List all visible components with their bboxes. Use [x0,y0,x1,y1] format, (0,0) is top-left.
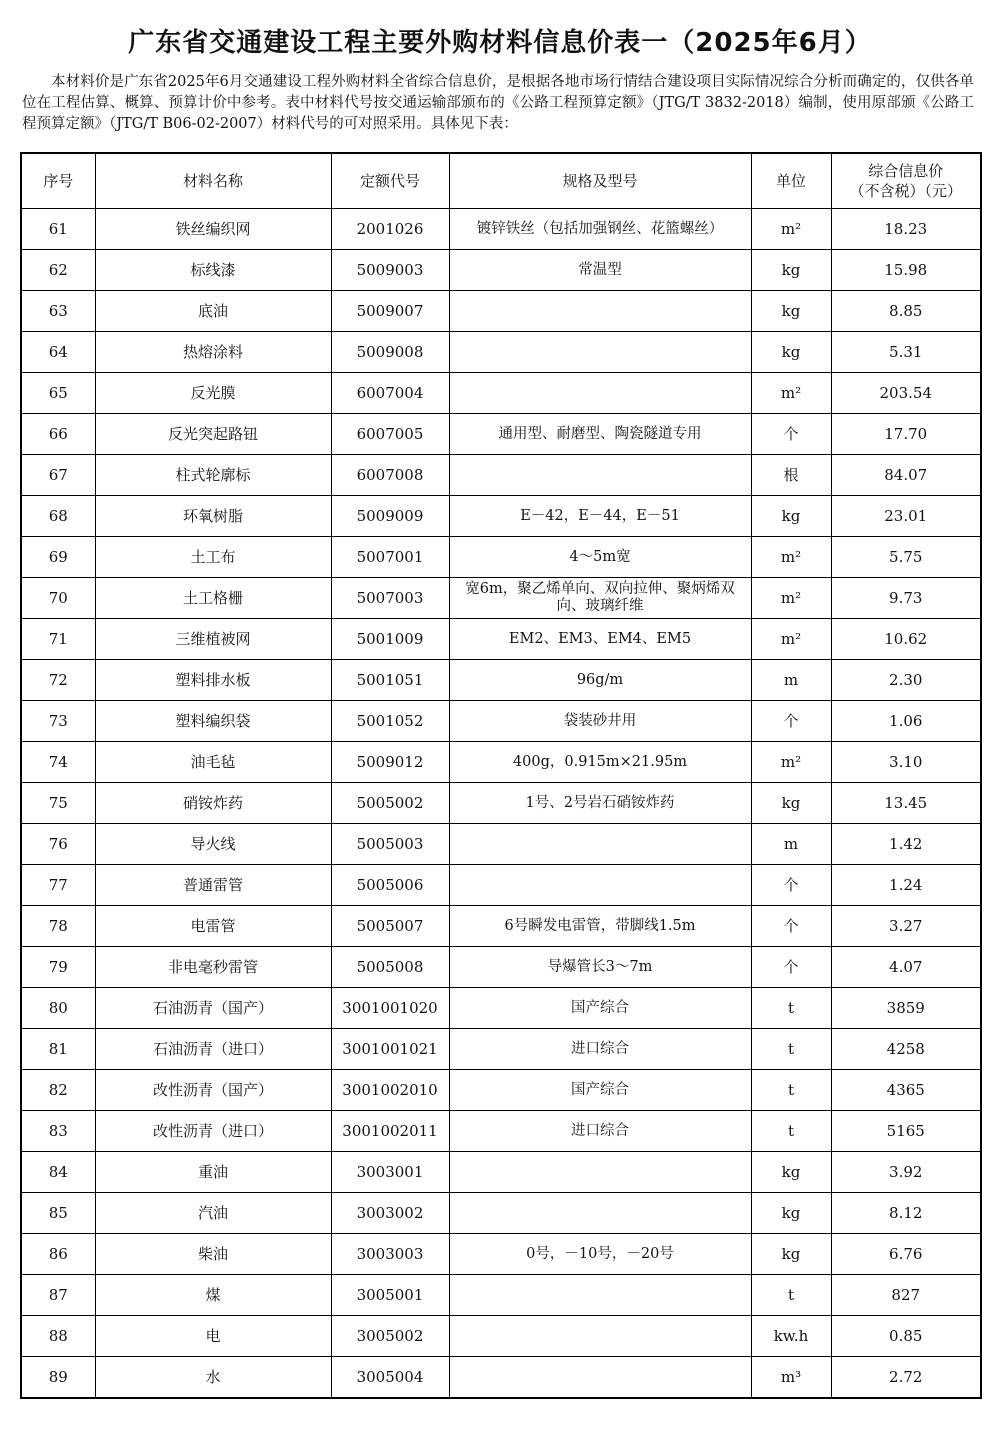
cell-unit: m² [751,578,831,619]
cell-unit: m [751,824,831,865]
cell-unit: t [751,1070,831,1111]
cell-code: 5009003 [331,250,449,291]
cell-price: 5.75 [831,537,981,578]
cell-spec: 进口综合 [449,1029,751,1070]
cell-unit: kg [751,291,831,332]
cell-seq: 66 [21,414,95,455]
cell-unit: kg [751,783,831,824]
table-row [21,1193,981,1234]
cell-unit: m² [751,209,831,250]
cell-unit: t [751,988,831,1029]
table-row [21,414,981,455]
cell-price: 5.31 [831,332,981,373]
cell-code: 5009012 [331,742,449,783]
cell-name: 导火线 [95,824,331,865]
cell-price: 8.85 [831,291,981,332]
cell-code: 5005006 [331,865,449,906]
cell-price: 23.01 [831,496,981,537]
cell-unit: 个 [751,414,831,455]
cell-name: 石油沥青（国产） [95,988,331,1029]
cell-spec: 国产综合 [449,1070,751,1111]
cell-name: 环氧树脂 [95,496,331,537]
cell-code: 3001001021 [331,1029,449,1070]
table-row [21,1316,981,1357]
cell-price: 0.85 [831,1316,981,1357]
cell-seq: 64 [21,332,95,373]
cell-seq: 81 [21,1029,95,1070]
cell-seq: 85 [21,1193,95,1234]
cell-spec: 镀锌铁丝（包括加强钢丝、花篮螺丝） [449,209,751,250]
header-name: 材料名称 [95,153,331,209]
price-table [20,152,982,1399]
table-row [21,537,981,578]
cell-spec [449,1275,751,1316]
cell-name: 柱式轮廓标 [95,455,331,496]
cell-code: 3003002 [331,1193,449,1234]
table-row [21,742,981,783]
cell-seq: 69 [21,537,95,578]
cell-spec: 400g，0.915m×21.95m [449,742,751,783]
table-row [21,783,981,824]
cell-name: 煤 [95,1275,331,1316]
cell-spec: 袋装砂井用 [449,701,751,742]
table-row [21,947,981,988]
cell-spec [449,455,751,496]
cell-seq: 65 [21,373,95,414]
cell-code: 5007001 [331,537,449,578]
cell-spec [449,824,751,865]
cell-price: 17.70 [831,414,981,455]
cell-name: 硝铵炸药 [95,783,331,824]
cell-name: 石油沥青（进口） [95,1029,331,1070]
cell-code: 5007003 [331,578,449,619]
cell-spec: 0号，－10号，－20号 [449,1234,751,1275]
cell-spec: E－42，E－44，E－51 [449,496,751,537]
header-unit: 单位 [751,153,831,209]
cell-price: 3.27 [831,906,981,947]
cell-price: 13.45 [831,783,981,824]
cell-spec [449,1357,751,1399]
cell-price: 18.23 [831,209,981,250]
cell-seq: 77 [21,865,95,906]
cell-unit: 个 [751,947,831,988]
cell-unit: kw.h [751,1316,831,1357]
table-row [21,619,981,660]
cell-name: 水 [95,1357,331,1399]
cell-code: 6007004 [331,373,449,414]
cell-name: 三维植被网 [95,619,331,660]
table-row [21,1234,981,1275]
cell-seq: 82 [21,1070,95,1111]
cell-unit: m² [751,619,831,660]
cell-price: 4.07 [831,947,981,988]
cell-seq: 89 [21,1357,95,1399]
cell-name: 改性沥青（国产） [95,1070,331,1111]
cell-price: 10.62 [831,619,981,660]
table-row [21,824,981,865]
table-row [21,455,981,496]
cell-unit: 个 [751,906,831,947]
cell-seq: 61 [21,209,95,250]
cell-code: 6007008 [331,455,449,496]
cell-code: 5009009 [331,496,449,537]
table-row [21,988,981,1029]
cell-code: 3005004 [331,1357,449,1399]
cell-code: 3005001 [331,1275,449,1316]
cell-name: 土工布 [95,537,331,578]
cell-name: 油毛毡 [95,742,331,783]
cell-code: 3003001 [331,1152,449,1193]
cell-name: 热熔涂料 [95,332,331,373]
cell-unit: m² [751,537,831,578]
cell-price: 1.42 [831,824,981,865]
cell-spec: 通用型、耐磨型、陶瓷隧道专用 [449,414,751,455]
cell-unit: m [751,660,831,701]
cell-code: 2001026 [331,209,449,250]
cell-name: 改性沥青（进口） [95,1111,331,1152]
table-row [21,1070,981,1111]
cell-unit: kg [751,250,831,291]
table-row [21,332,981,373]
cell-spec: EM2、EM3、EM4、EM5 [449,619,751,660]
cell-spec [449,865,751,906]
table-row [21,660,981,701]
cell-seq: 63 [21,291,95,332]
cell-seq: 79 [21,947,95,988]
header-seq: 序号 [21,153,95,209]
cell-spec: 进口综合 [449,1111,751,1152]
cell-seq: 76 [21,824,95,865]
cell-code: 5009007 [331,291,449,332]
cell-unit: t [751,1275,831,1316]
table-row [21,578,981,619]
table-row [21,496,981,537]
cell-unit: kg [751,1234,831,1275]
cell-seq: 73 [21,701,95,742]
cell-unit: t [751,1111,831,1152]
cell-name: 塑料编织袋 [95,701,331,742]
table-row [21,865,981,906]
table-row [21,1152,981,1193]
cell-unit: kg [751,1193,831,1234]
cell-spec: 6号瞬发电雷管，带脚线1.5m [449,906,751,947]
cell-price: 4365 [831,1070,981,1111]
cell-spec [449,1152,751,1193]
cell-price: 3859 [831,988,981,1029]
cell-code: 5005002 [331,783,449,824]
cell-code: 5001052 [331,701,449,742]
cell-name: 柴油 [95,1234,331,1275]
header-price [831,153,981,209]
cell-spec: 导爆管长3～7m [449,947,751,988]
cell-name: 反光突起路钮 [95,414,331,455]
cell-seq: 84 [21,1152,95,1193]
header-price-line2: （不含税）（元） [849,182,962,200]
header-price-line1: 综合信息价 [868,162,944,180]
cell-code: 5001009 [331,619,449,660]
cell-price: 827 [831,1275,981,1316]
cell-price: 6.76 [831,1234,981,1275]
header-code: 定额代号 [331,153,449,209]
cell-code: 5005007 [331,906,449,947]
cell-price: 8.12 [831,1193,981,1234]
cell-price: 5165 [831,1111,981,1152]
cell-name: 汽油 [95,1193,331,1234]
cell-name: 土工格栅 [95,578,331,619]
cell-name: 塑料排水板 [95,660,331,701]
cell-price: 3.10 [831,742,981,783]
cell-price: 4258 [831,1029,981,1070]
cell-unit: kg [751,332,831,373]
header-spec: 规格及型号 [449,153,751,209]
cell-unit: m³ [751,1357,831,1399]
cell-seq: 86 [21,1234,95,1275]
cell-code: 5005008 [331,947,449,988]
cell-seq: 83 [21,1111,95,1152]
cell-spec: 4～5m宽 [449,537,751,578]
cell-unit: 个 [751,701,831,742]
cell-code: 3003003 [331,1234,449,1275]
cell-code: 5005003 [331,824,449,865]
cell-name: 非电毫秒雷管 [95,947,331,988]
cell-name: 底油 [95,291,331,332]
cell-seq: 74 [21,742,95,783]
table-row [21,1275,981,1316]
cell-unit: t [751,1029,831,1070]
table-body [21,209,981,1399]
cell-name: 电雷管 [95,906,331,947]
cell-name: 重油 [95,1152,331,1193]
cell-code: 3001002010 [331,1070,449,1111]
table-row [21,1111,981,1152]
page-title: 广东省交通建设工程主要外购材料信息价表一（2025年6月） [128,28,872,58]
cell-seq: 62 [21,250,95,291]
cell-spec [449,291,751,332]
cell-price: 203.54 [831,373,981,414]
cell-code: 5001051 [331,660,449,701]
cell-price: 9.73 [831,578,981,619]
cell-seq: 88 [21,1316,95,1357]
table-row [21,373,981,414]
table-header-row [21,153,981,209]
cell-unit: kg [751,496,831,537]
cell-name: 铁丝编织网 [95,209,331,250]
cell-spec [449,332,751,373]
table-row [21,291,981,332]
cell-seq: 78 [21,906,95,947]
cell-seq: 72 [21,660,95,701]
cell-price: 2.72 [831,1357,981,1399]
cell-unit: kg [751,1152,831,1193]
cell-spec: 国产综合 [449,988,751,1029]
cell-spec: 96g/m [449,660,751,701]
cell-spec: 常温型 [449,250,751,291]
cell-unit: m² [751,373,831,414]
cell-name: 反光膜 [95,373,331,414]
cell-name: 电 [95,1316,331,1357]
cell-spec [449,373,751,414]
cell-price: 84.07 [831,455,981,496]
cell-unit: m² [751,742,831,783]
cell-price: 1.06 [831,701,981,742]
cell-unit: 根 [751,455,831,496]
cell-price: 2.30 [831,660,981,701]
table-row [21,906,981,947]
cell-spec [449,1193,751,1234]
cell-spec: 宽6m，聚乙烯单向、双向拉伸、聚炳烯双向、玻璃纤维 [449,578,751,619]
cell-spec [449,1316,751,1357]
table-row [21,250,981,291]
cell-seq: 67 [21,455,95,496]
table-row [21,1029,981,1070]
cell-code: 5009008 [331,332,449,373]
cell-code: 3005002 [331,1316,449,1357]
cell-name: 标线漆 [95,250,331,291]
cell-seq: 75 [21,783,95,824]
table-row [21,209,981,250]
table-row [21,701,981,742]
intro-paragraph: 本材料价是广东省2025年6月交通建设工程外购材料全省综合信息价，是根据各地市场行情结合建设项目实际情况综合分析而确定的，仅供各单位在工程估算、概算、预算计价中参考。表中材料代号按交通运输部颁布的《公路工程预算定额》（JTG/T 3832-2018）编制，使用原部颁《公路工程预算定额》（JTG/T B06-02-2007）材料代号的可对照采用。具体见下表： [22,74,974,132]
cell-price: 1.24 [831,865,981,906]
table-row [21,1357,981,1399]
cell-seq: 71 [21,619,95,660]
cell-price: 3.92 [831,1152,981,1193]
cell-unit: 个 [751,865,831,906]
cell-spec: 1号、2号岩石硝铵炸药 [449,783,751,824]
cell-seq: 70 [21,578,95,619]
cell-price: 15.98 [831,250,981,291]
cell-code: 3001002011 [331,1111,449,1152]
cell-seq: 87 [21,1275,95,1316]
cell-name: 普通雷管 [95,865,331,906]
cell-seq: 68 [21,496,95,537]
cell-seq: 80 [21,988,95,1029]
cell-code: 6007005 [331,414,449,455]
cell-code: 3001001020 [331,988,449,1029]
